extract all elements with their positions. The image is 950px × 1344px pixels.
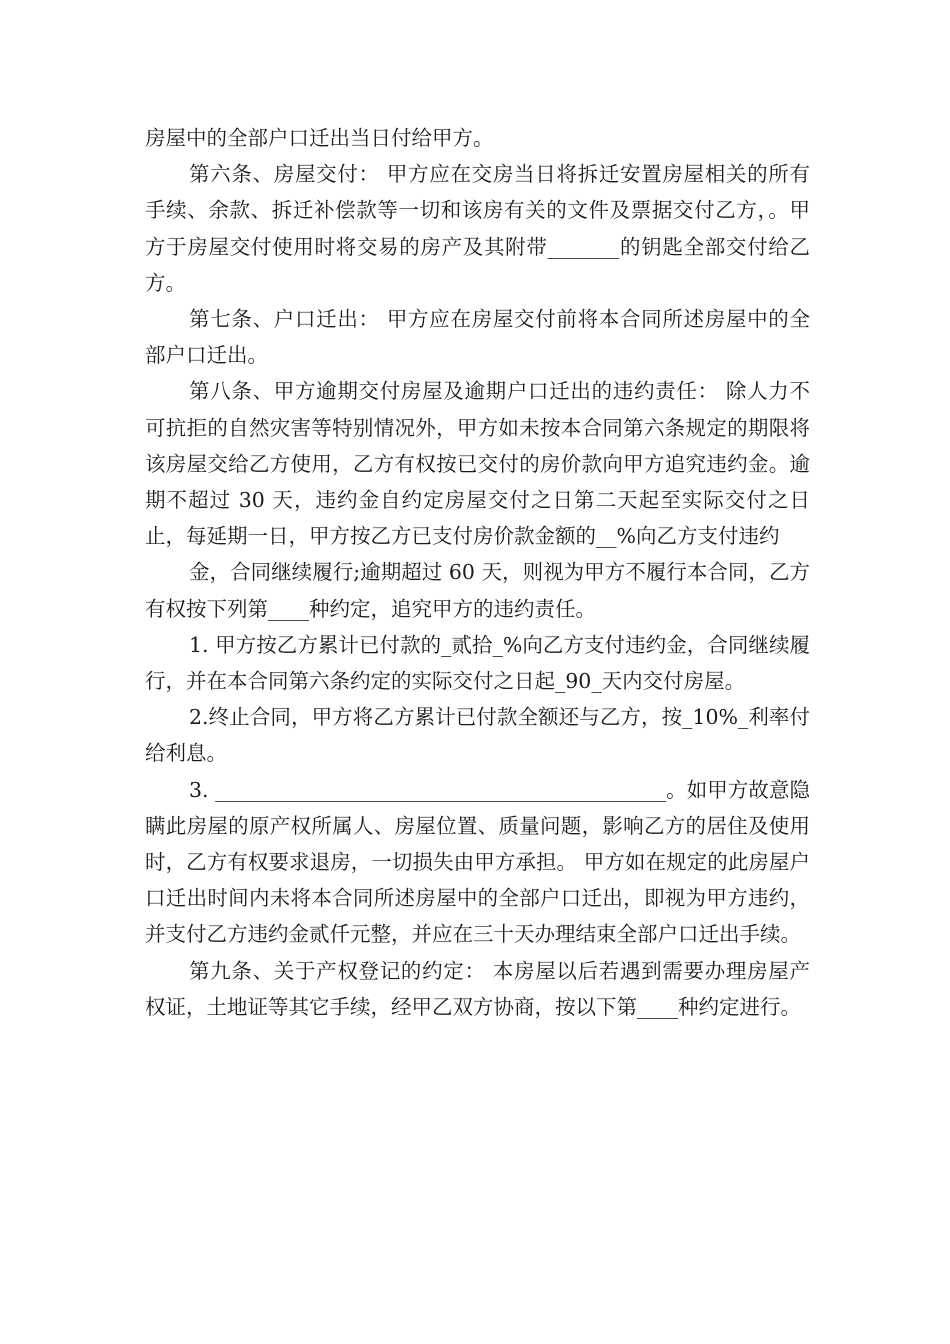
paragraph-article-8: 第八条、甲方逾期交付房屋及逾期户口迁出的违约责任： 除人力不可抗拒的自然灾害等特别情况外，甲方如未按本合同第六条规定的期限将该房屋交给乙方使用，乙方有权按已交付的房价款向甲方追究违约金。逾期不超过 30 天，违约金自约定房屋交付之日第二天起至实际交付之日止，每延期一日，甲方按乙方已支付房价款金额的__%向乙方支付违约: [145, 379, 810, 549]
paragraph-article-7: 第七条、户口迁出： 甲方应在房屋交付前将本合同所述房屋中的全部户口迁出。: [145, 307, 810, 368]
paragraph-household-payment: 房屋中的全部户口迁出当日付给甲方。: [145, 126, 494, 150]
paragraph-option-3: 3. ____________________________________________。如甲方故意隐瞒此房屋的原产权所属人、房屋位置、质量问题，影响乙方的居住及使用时，乙方有权要求退房，一切损失由甲方承担。 甲方如在规定的此房屋户口迁出时间内未将本合同所述房屋中的全部户口迁出，即视为甲方违约，并支付乙方违约金贰仟元整，并应在三十天办理结束全部户口迁出手续。: [145, 777, 810, 947]
paragraph-article-6: 第六条、房屋交付： 甲方应在交房当日将拆迁安置房屋相关的所有手续、余款、拆迁补偿款等一切和该房有关的文件及票据交付乙方，。甲方于房屋交付使用时将交易的房产及其附带_______的钥匙全部交付给乙方。: [145, 162, 810, 295]
paragraph-article-9: 第九条、关于产权登记的约定： 本房屋以后若遇到需要办理房屋产权证，土地证等其它手续，经甲乙双方协商，按以下第____种约定进行。: [145, 958, 810, 1019]
paragraph-option-2: 2.终止合同，甲方将乙方累计已付款全额还与乙方，按_10%_利率付给利息。: [145, 705, 810, 766]
paragraph-article-8-continued: 金，合同继续履行;逾期超过 60 天，则视为甲方不履行本合同，乙方有权按下列第____种约定，追究甲方的违约责任。: [145, 560, 810, 621]
document-body: [145, 120, 810, 1025]
paragraph-option-1: 1. 甲方按乙方累计已付款的_贰拾_%向乙方支付违约金，合同继续履行，并在本合同第六条约定的实际交付之日起_90_天内交付房屋。: [145, 632, 810, 694]
